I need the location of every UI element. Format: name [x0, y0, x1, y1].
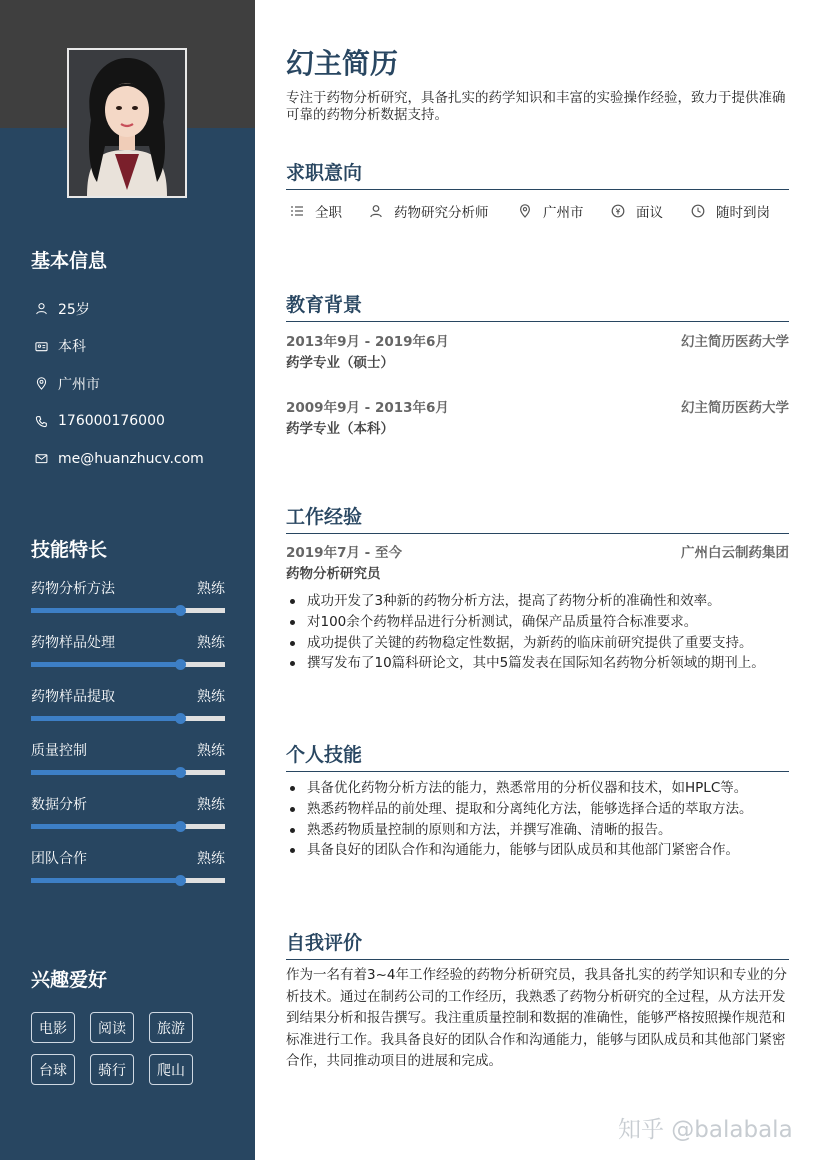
skill-progress-track [31, 770, 225, 775]
person-icon [35, 302, 48, 315]
skill-item [31, 794, 225, 848]
skill-progress-fill [31, 608, 180, 613]
work-bullets [286, 591, 789, 674]
list-item: 对100余个药物样品进行分析测试，确保产品质量符合标准要求。 [286, 612, 789, 633]
hobby-tag: 电影 [31, 1012, 75, 1043]
info-email-value: me@huanzhucv.com [58, 450, 204, 467]
hobby-tag: 旅游 [149, 1012, 193, 1043]
skill-progress-fill [31, 824, 180, 829]
skill-item [31, 632, 225, 686]
work-position: 药物分析研究员 [286, 566, 381, 582]
skill-progress-fill [31, 878, 180, 883]
intent-availability [691, 201, 770, 221]
list-item: 成功提供了关键的药物稳定性数据，为新药的临床前研究提供了重要支持。 [286, 633, 789, 654]
intent-position-value: 药物研究分析师 [394, 205, 489, 221]
intent-type-value: 全职 [315, 205, 342, 221]
skill-progress-track [31, 716, 225, 721]
education-period: 2009年9月 - 2013年6月 [286, 400, 449, 416]
hobby-tag: 阅读 [90, 1012, 134, 1043]
skill-progress-handle [175, 713, 186, 724]
self-eval-title: 自我评价 [286, 928, 789, 960]
job-intent-row [286, 201, 789, 225]
education-period: 2013年9月 - 2019年6月 [286, 334, 449, 350]
hobby-tag: 台球 [31, 1054, 75, 1085]
skill-progress-track [31, 878, 225, 883]
location-icon [518, 204, 532, 218]
info-age-value: 25岁 [58, 301, 90, 318]
location-icon [35, 377, 48, 390]
education-major: 药学专业（本科） [286, 421, 394, 437]
education-row [286, 396, 789, 416]
skills-list [31, 578, 225, 902]
skill-level: 熟练 [197, 797, 225, 813]
work-period: 2019年7月 - 至今 [286, 545, 402, 561]
basic-info-title: 基本信息 [31, 250, 108, 272]
info-degree-value: 本科 [58, 339, 86, 356]
personal-skills-bullets [286, 778, 789, 861]
info-phone [35, 403, 245, 441]
skill-progress-handle [175, 659, 186, 670]
intent-type [290, 201, 342, 221]
phone-icon [35, 415, 48, 428]
intent-city [518, 201, 584, 221]
skill-level: 熟练 [197, 635, 225, 651]
skill-name: 药物分析方法 [31, 581, 115, 597]
intent-salary-value: 面议 [636, 205, 663, 221]
list-item: 具备优化药物分析方法的能力，熟悉常用的分析仪器和技术，如HPLC等。 [286, 778, 789, 799]
list-item: 撰写发布了10篇科研论文，其中5篇发表在国际知名药物分析领域的期刊上。 [286, 653, 789, 674]
hobby-tag: 爬山 [149, 1054, 193, 1085]
education-major: 药学专业（硕士） [286, 355, 394, 371]
info-degree [35, 328, 245, 366]
skill-level: 熟练 [197, 743, 225, 759]
education-school: 幻主简历医药大学 [681, 400, 789, 416]
info-age [35, 290, 245, 328]
education-title: 教育背景 [286, 290, 789, 322]
intent-position [369, 201, 489, 221]
info-phone-value: 176000176000 [58, 413, 165, 430]
skill-name: 药物样品提取 [31, 689, 115, 705]
skill-name: 药物样品处理 [31, 635, 115, 651]
skill-progress-fill [31, 662, 180, 667]
skill-progress-track [31, 824, 225, 829]
skill-item [31, 848, 225, 902]
person-icon [369, 204, 383, 218]
skill-name: 团队合作 [31, 851, 87, 867]
work-title: 工作经验 [286, 502, 789, 534]
hobbies-title: 兴趣爱好 [31, 969, 108, 991]
skill-progress-handle [175, 767, 186, 778]
watermark: 知乎 @balabala [618, 1117, 793, 1143]
id-card-icon [35, 340, 48, 353]
hobby-tag: 骑行 [90, 1054, 134, 1085]
skill-item [31, 686, 225, 740]
info-city-value: 广州市 [58, 376, 100, 393]
salary-icon [611, 204, 625, 218]
list-item: 熟悉药物质量控制的原则和方法，并撰写准确、清晰的报告。 [286, 820, 789, 841]
work-company: 广州白云制药集团 [681, 545, 789, 561]
resume-intro: 专注于药物分析研究，具备扎实的药学知识和丰富的实验操作经验，致力于提供准确可靠的药物分析数据支持。 [286, 90, 786, 123]
skill-progress-track [31, 608, 225, 613]
skill-progress-handle [175, 875, 186, 886]
info-city [35, 365, 245, 403]
profile-photo [67, 48, 187, 198]
clock-icon [691, 204, 705, 218]
skill-level: 熟练 [197, 581, 225, 597]
skill-progress-fill [31, 716, 180, 721]
skill-progress-fill [31, 770, 180, 775]
list-item: 熟悉药物样品的前处理、提取和分离纯化方法，能够选择合适的萃取方法。 [286, 799, 789, 820]
skill-progress-handle [175, 821, 186, 832]
info-email [35, 440, 245, 478]
list-item: 具备良好的团队合作和沟通能力，能够与团队成员和其他部门紧密合作。 [286, 840, 789, 861]
sidebar [0, 0, 255, 1160]
resume-name: 幻主简历 [286, 47, 399, 80]
skill-progress-handle [175, 605, 186, 616]
basic-info-list [35, 290, 245, 478]
skill-name: 质量控制 [31, 743, 87, 759]
personal-skills-title: 个人技能 [286, 740, 789, 772]
skill-name: 数据分析 [31, 797, 87, 813]
intent-availability-value: 随时到岗 [716, 205, 770, 221]
skill-item [31, 740, 225, 794]
skill-progress-track [31, 662, 225, 667]
intent-city-value: 广州市 [543, 205, 584, 221]
work-row [286, 541, 789, 561]
skill-level: 熟练 [197, 851, 225, 867]
self-eval-text: 作为一名有着3~4年工作经验的药物分析研究员，我具备扎实的药学知识和专业的分析技术。通过在制药公司的工作经历，我熟悉了药物分析研究的全过程，从方法开发到结果分析和报告撰写。我注重质量控制和数据的准确性，能够严格按照操作规范和标准进行工作。我具备良好的团队合作和沟通能力，能够与团队成员和其他部门紧密合作，共同推动项目的进展和完成。 [286, 967, 787, 1070]
education-row [286, 330, 789, 350]
education-school: 幻主简历医药大学 [681, 334, 789, 350]
job-intent-title: 求职意向 [286, 158, 789, 190]
mail-icon [35, 452, 48, 465]
intent-salary [611, 201, 663, 221]
skill-level: 熟练 [197, 689, 225, 705]
list-icon [290, 204, 304, 218]
skills-title: 技能特长 [31, 539, 108, 561]
skill-item [31, 578, 225, 632]
list-item: 成功开发了3种新的药物分析方法，提高了药物分析的准确性和效率。 [286, 591, 789, 612]
